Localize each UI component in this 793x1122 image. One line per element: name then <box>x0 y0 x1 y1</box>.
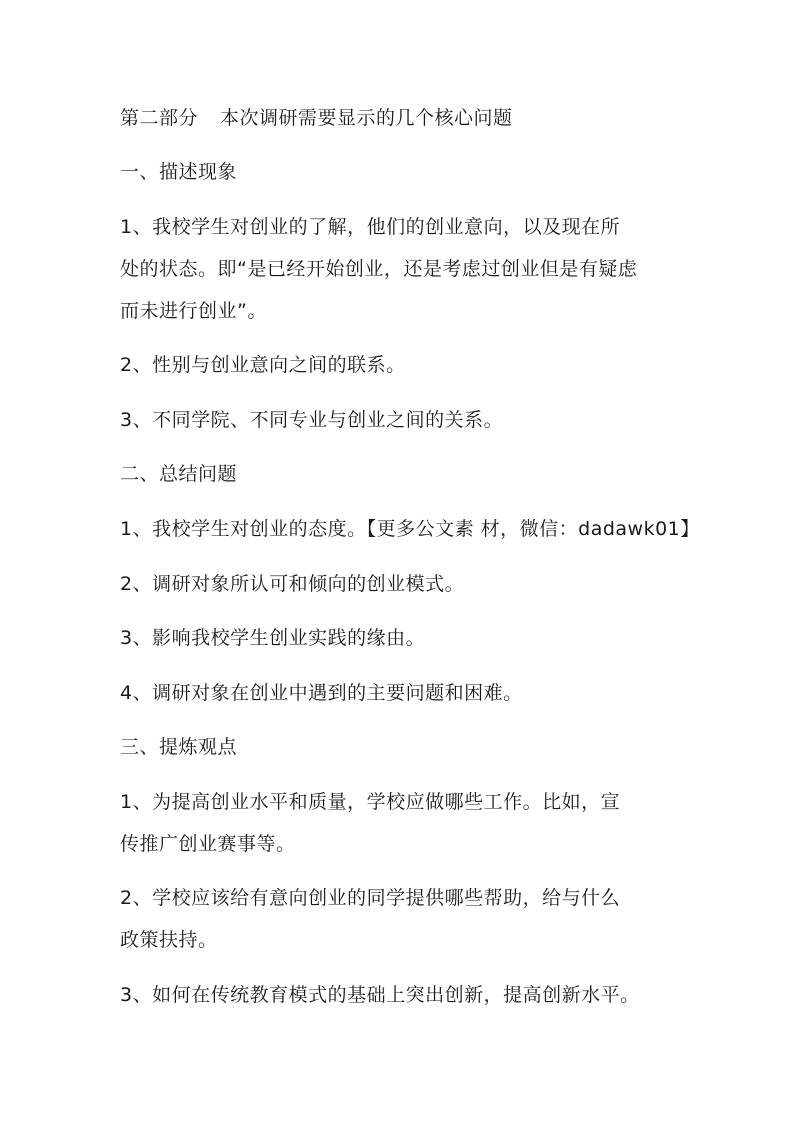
part3-heading: 三、提炼观点 <box>120 736 238 758</box>
part1-item1-line1: 1、我校学生对创业的了解，他们的创业意向，以及现在所 <box>120 216 621 238</box>
part1-item3: 3、不同学院、不同专业与创业之间的关系。 <box>120 409 504 431</box>
part3-item2-line1: 2、学校应该给有意向创业的同学提供哪些帮助，给与什么 <box>120 887 621 909</box>
part3-item1-line2: 传推广创业赛事等。 <box>120 833 296 855</box>
section-title-right: 本次调研需要显示的几个核心问题 <box>220 107 513 129</box>
part2-item1: 1、我校学生对创业的态度。【更多公文素 材，微信：dadawk01】 <box>120 518 700 540</box>
part3-item1-line1: 1、为提高创业水平和质量，学校应做哪些工作。比如，宣 <box>120 791 621 813</box>
part2-item4: 4、调研对象在创业中遇到的主要问题和困难。 <box>120 682 523 704</box>
part1-item2: 2、性别与创业意向之间的联系。 <box>120 354 406 376</box>
section-title-left: 第二部分 <box>120 107 199 129</box>
part2-heading: 二、总结问题 <box>120 463 238 485</box>
part2-item3: 3、影响我校学生创业实践的缘由。 <box>120 627 426 649</box>
part3-item2-line2: 政策扶持。 <box>120 929 218 951</box>
part1-item1-line3: 而未进行创业”。 <box>120 300 267 322</box>
part1-heading: 一、描述现象 <box>120 161 238 183</box>
part2-item2: 2、调研对象所认可和倾向的创业模式。 <box>120 573 465 595</box>
part1-item1-line2: 处的状态。即“是已经开始创业，还是考虑过创业但是有疑虑 <box>120 258 638 280</box>
section-title <box>120 106 680 130</box>
part3-item3: 3、如何在传统教育模式的基础上突出创新，提高创新水平。 <box>120 984 640 1006</box>
